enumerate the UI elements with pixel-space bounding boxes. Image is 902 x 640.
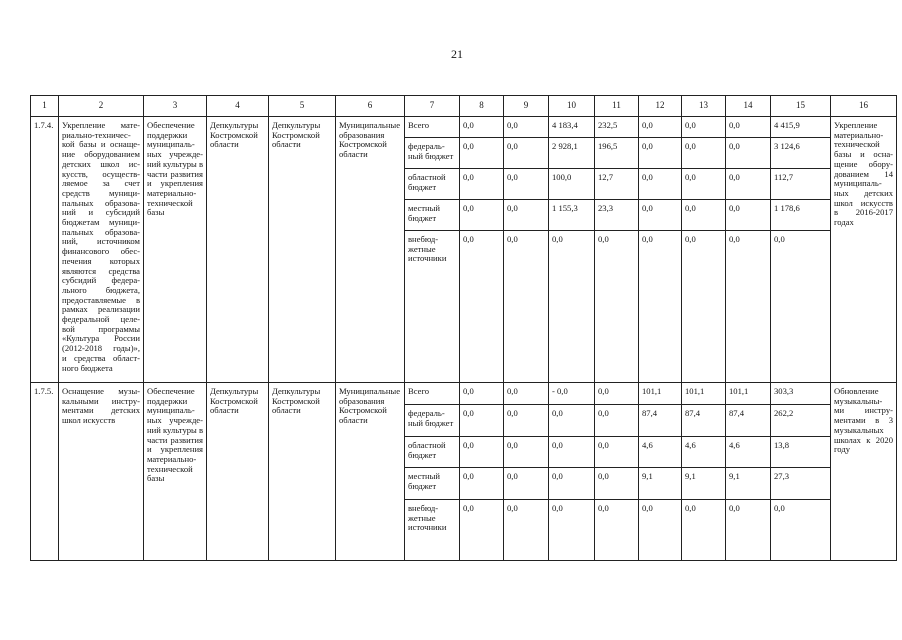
expected-result xyxy=(831,383,897,561)
amount-cell: 0,0 xyxy=(460,500,504,561)
text-line: технической xyxy=(147,197,193,208)
text-line: детских школ ис- xyxy=(62,158,140,169)
text-line: ных детских xyxy=(834,187,893,198)
amount-cell: 0,0 xyxy=(726,200,771,231)
amount-cell: 0,0 xyxy=(639,231,682,383)
amount-cell: 303,3 xyxy=(771,383,831,405)
amount-cell: 3 124,6 xyxy=(771,138,831,169)
text-line: базы xyxy=(147,473,165,484)
text-line: школ искусств xyxy=(834,197,893,208)
funding-source: областной бюджет xyxy=(405,169,460,200)
participants: Муниципальные образования Костромской области xyxy=(336,383,405,561)
text-line: и средства област- xyxy=(62,352,140,363)
text-line: пальных образова- xyxy=(62,226,140,237)
amount-cell: 0,0 xyxy=(460,468,504,500)
funding-source: Всего xyxy=(405,117,460,138)
text-line: годах xyxy=(834,217,854,228)
text-line: ментами детских xyxy=(62,405,140,416)
text-line: муниципаль- xyxy=(834,178,882,189)
amount-cell: 0,0 xyxy=(639,200,682,231)
measure-name xyxy=(59,117,144,383)
column-number-header: 16 xyxy=(831,96,897,117)
amount-cell: 0,0 xyxy=(682,138,726,169)
finance-row xyxy=(31,117,897,138)
text-line: части развития xyxy=(147,168,203,179)
amount-cell: 0,0 xyxy=(726,117,771,138)
column-number-header: 11 xyxy=(595,96,639,117)
text-line: кусств, осуществ- xyxy=(62,168,140,179)
measure-number: 1.7.5. xyxy=(31,383,59,561)
amount-cell: 23,3 xyxy=(595,200,639,231)
column-number-header: 5 xyxy=(269,96,336,117)
task-name xyxy=(144,117,207,383)
text-line: поддержки xyxy=(147,129,188,140)
amount-cell: 0,0 xyxy=(504,169,549,200)
funding-source: федераль- ный бюджет xyxy=(405,405,460,437)
text-line: ментами в 3 xyxy=(834,415,893,426)
text-line: «Культура России xyxy=(62,333,140,344)
text-line: льного бюджета, xyxy=(62,284,140,295)
text-line: (2012-2018 годы)», xyxy=(62,343,140,354)
text-line: Оснащение музы- xyxy=(62,386,140,396)
amount-cell: 196,5 xyxy=(595,138,639,169)
column-number-header: 3 xyxy=(144,96,207,117)
amount-cell: 4 415,9 xyxy=(771,117,831,138)
text-line: году xyxy=(834,444,851,455)
text-line: Обеспечение xyxy=(147,386,195,396)
column-number-header: 6 xyxy=(336,96,405,117)
funding-source: местный бюджет xyxy=(405,468,460,500)
text-line: музыкальных xyxy=(834,424,884,435)
amount-cell: 0,0 xyxy=(771,500,831,561)
text-line: являются средства xyxy=(62,265,140,276)
co-executor: Депкультуры Костромской области xyxy=(269,383,336,561)
column-number-header: 2 xyxy=(59,96,144,117)
text-line: ных учрежде- xyxy=(147,149,203,160)
amount-cell: 0,0 xyxy=(639,500,682,561)
amount-cell: 0,0 xyxy=(726,169,771,200)
amount-cell: 100,0 xyxy=(549,169,595,200)
amount-cell: 112,7 xyxy=(771,169,831,200)
amount-cell: 0,0 xyxy=(726,500,771,561)
text-line: муниципаль- xyxy=(147,405,195,416)
amount-cell: 0,0 xyxy=(595,437,639,468)
column-number-header: 13 xyxy=(682,96,726,117)
amount-cell: 101,1 xyxy=(682,383,726,405)
amount-cell: 0,0 xyxy=(504,437,549,468)
text-line: Обеспечение xyxy=(147,120,195,130)
amount-cell: 4 183,4 xyxy=(549,117,595,138)
column-number-header: 8 xyxy=(460,96,504,117)
amount-cell: 13,8 xyxy=(771,437,831,468)
amount-cell: 0,0 xyxy=(504,117,549,138)
amount-cell: 1 178,6 xyxy=(771,200,831,231)
amount-cell: 0,0 xyxy=(504,405,549,437)
amount-cell: 0,0 xyxy=(595,383,639,405)
amount-cell: 101,1 xyxy=(726,383,771,405)
column-number-header: 14 xyxy=(726,96,771,117)
text-line: финансового обес- xyxy=(62,246,140,257)
text-line: Обновление xyxy=(834,386,879,396)
measure-number: 1.7.4. xyxy=(31,117,59,383)
responsible-executor: Депкультуры Костромской области xyxy=(207,117,269,383)
amount-cell: 2 928,1 xyxy=(549,138,595,169)
amount-cell: 0,0 xyxy=(549,405,595,437)
text-line: ний культуры в xyxy=(147,158,204,169)
text-line: материально- xyxy=(834,129,884,140)
amount-cell: 0,0 xyxy=(460,117,504,138)
funding-source: федераль- ный бюджет xyxy=(405,138,460,169)
amount-cell: 0,0 xyxy=(504,200,549,231)
funding-source: областной бюджет xyxy=(405,437,460,468)
amount-cell: 0,0 xyxy=(595,231,639,383)
text-line: субсидий федера- xyxy=(62,275,140,286)
amount-cell: 12,7 xyxy=(595,169,639,200)
amount-cell: 0,0 xyxy=(460,169,504,200)
text-line: материально- xyxy=(147,187,197,198)
amount-cell: 0,0 xyxy=(595,405,639,437)
text-line: пальных образова- xyxy=(62,197,140,208)
amount-cell: 0,0 xyxy=(460,383,504,405)
amount-cell: 0,0 xyxy=(639,169,682,200)
text-line: средств муници- xyxy=(62,187,140,198)
amount-cell: 87,4 xyxy=(726,405,771,437)
program-table xyxy=(30,95,897,561)
amount-cell: 9,1 xyxy=(639,468,682,500)
amount-cell: 0,0 xyxy=(549,500,595,561)
text-line: и укрепления xyxy=(147,178,203,189)
amount-cell: 0,0 xyxy=(639,138,682,169)
text-line: базы и осна- xyxy=(834,149,893,160)
amount-cell: 0,0 xyxy=(460,138,504,169)
amount-cell: 0,0 xyxy=(504,231,549,383)
amount-cell: 0,0 xyxy=(682,169,726,200)
text-line: вой программы xyxy=(62,323,140,334)
expected-result xyxy=(831,117,897,383)
column-number-header: 7 xyxy=(405,96,460,117)
column-number-header: 9 xyxy=(504,96,549,117)
participants: Муниципальные образования Костромской области xyxy=(336,117,405,383)
text-line: муниципаль- xyxy=(147,139,195,150)
page-number: 21 xyxy=(451,47,463,61)
amount-cell: 4,6 xyxy=(639,437,682,468)
text-line: ние оборудованием xyxy=(62,149,140,160)
column-number-header: 1 xyxy=(31,96,59,117)
amount-cell: 262,2 xyxy=(771,405,831,437)
amount-cell: 0,0 xyxy=(460,231,504,383)
text-line: школах к 2020 xyxy=(834,434,893,445)
amount-cell: 232,5 xyxy=(595,117,639,138)
amount-cell: 0,0 xyxy=(771,231,831,383)
text-line: ний, источником xyxy=(62,236,140,247)
text-line: ляемое за счет xyxy=(62,178,140,189)
text-line: технической xyxy=(147,463,193,474)
amount-cell: 0,0 xyxy=(639,117,682,138)
finance-row xyxy=(31,383,897,405)
text-line: материально- xyxy=(147,453,197,464)
text-line: и укрепления xyxy=(147,444,203,455)
text-line: в 2016-2017 xyxy=(834,207,893,218)
funding-source: местный бюджет xyxy=(405,200,460,231)
text-line: кальными инстру- xyxy=(62,395,140,406)
amount-cell: 0,0 xyxy=(549,231,595,383)
responsible-executor: Депкультуры Костромской области xyxy=(207,383,269,561)
amount-cell: 0,0 xyxy=(460,437,504,468)
co-executor: Депкультуры Костромской области xyxy=(269,117,336,383)
text-line: школ искусств xyxy=(62,415,116,426)
text-line: ний и субсидий xyxy=(62,207,140,218)
funding-source: внебюд- жетные источники xyxy=(405,500,460,561)
header-row xyxy=(31,96,897,117)
table-body xyxy=(31,117,897,561)
task-name xyxy=(144,383,207,561)
amount-cell: 101,1 xyxy=(639,383,682,405)
text-line: риально-техничес- xyxy=(62,129,131,140)
text-line: бюджетам муници- xyxy=(62,217,140,228)
amount-cell: 0,0 xyxy=(595,468,639,500)
text-line: ний культуры в xyxy=(147,424,204,435)
text-line: ми инстру- xyxy=(834,405,893,416)
text-line: технической xyxy=(834,139,880,150)
column-number-header: 4 xyxy=(207,96,269,117)
text-line: музыкальны- xyxy=(834,395,883,406)
amount-cell: 9,1 xyxy=(726,468,771,500)
amount-cell: 0,0 xyxy=(549,437,595,468)
amount-cell: 0,0 xyxy=(595,500,639,561)
text-line: Укрепление мате- xyxy=(62,120,140,130)
amount-cell: 9,1 xyxy=(682,468,726,500)
text-line: Укрепление xyxy=(834,120,878,130)
amount-cell: 0,0 xyxy=(682,231,726,383)
amount-cell: 87,4 xyxy=(682,405,726,437)
amount-cell: 0,0 xyxy=(682,117,726,138)
amount-cell: 0,0 xyxy=(504,500,549,561)
text-line: кой базы и оснаще- xyxy=(62,139,140,150)
amount-cell: 0,0 xyxy=(726,231,771,383)
amount-cell: 87,4 xyxy=(639,405,682,437)
amount-cell: 0,0 xyxy=(682,500,726,561)
amount-cell: 0,0 xyxy=(460,405,504,437)
column-number-header: 15 xyxy=(771,96,831,117)
amount-cell: 27,3 xyxy=(771,468,831,500)
amount-cell: 4,6 xyxy=(726,437,771,468)
amount-cell: 0,0 xyxy=(726,138,771,169)
text-line: части развития xyxy=(147,434,203,445)
text-line: поддержки xyxy=(147,395,188,406)
column-number-header: 10 xyxy=(549,96,595,117)
funding-source: внебюд- жетные источники xyxy=(405,231,460,383)
measure-name xyxy=(59,383,144,561)
amount-cell: 0,0 xyxy=(682,200,726,231)
amount-cell: 1 155,3 xyxy=(549,200,595,231)
text-line: щение обору- xyxy=(834,158,893,169)
amount-cell: 0,0 xyxy=(460,200,504,231)
text-line: федеральной целе- xyxy=(62,314,140,325)
amount-cell: - 0,0 xyxy=(549,383,595,405)
text-line: предоставляемые в xyxy=(62,294,140,305)
text-line: ного бюджета xyxy=(62,362,113,373)
amount-cell: 0,0 xyxy=(504,383,549,405)
amount-cell: 0,0 xyxy=(504,468,549,500)
amount-cell: 0,0 xyxy=(504,138,549,169)
text-line: рамках реализации xyxy=(62,304,140,315)
text-line: печения которых xyxy=(62,255,140,266)
funding-source: Всего xyxy=(405,383,460,405)
text-line: ных учрежде- xyxy=(147,415,203,426)
text-line: дованием 14 xyxy=(834,168,893,179)
text-line: базы xyxy=(147,207,165,218)
amount-cell: 4,6 xyxy=(682,437,726,468)
column-number-header: 12 xyxy=(639,96,682,117)
amount-cell: 0,0 xyxy=(549,468,595,500)
